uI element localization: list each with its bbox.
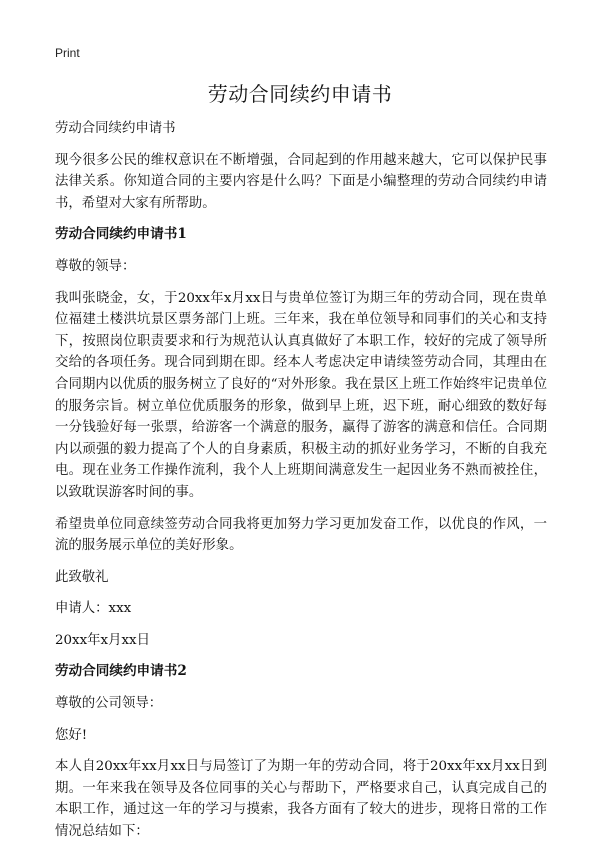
section-1-body-1: 我叫张晓金，女，于20xx年x月xx日与贵单位签订为期三年的劳动合同，现在贵单位福建土楼洪坑景区票务部门上班。三年来，我在单位领导和同事们的关心和支持下，按照岗位职责要求和行为规范认认真真做好了本职工作，较好的完成了领导所交给的各项任务。现合同到期在即。经本人考虑决定申请续签劳动合同，其理由在合同期内以优质的服务树立了良好的“对外形象。我在景区上班工作始终牢记贵单位的服务宗旨。树立单位优质服务的形象，做到早上班，迟下班，耐心细致的数好每一分钱验好每一张票，给游客一个满意的服务，赢得了游客的满意和信任。合同期内以顽强的毅力提高了个人的自身素质，积极主动的抓好业务学习，不断的自我充电。现在业务工作操作流利，我个人上班期间满意发生一起因业务不熟而被拴住，以致耽误游客时间的事。 xyxy=(55,290,547,500)
section-1-applicant: 申请人：xxx xyxy=(55,601,132,617)
section-1-body-2: 希望贵单位同意续签劳动合同我将更加努力学习更加发奋工作，以优良的作风，一流的服务展示单位的美好形象。 xyxy=(55,516,547,554)
intro-heading: 劳动合同续约申请书 xyxy=(55,121,176,136)
section-2-body-1: 本人自20xx年xx月xx日与局签订了为期一年的劳动合同，将于20xx年xx月xx日到期。一年来我在领导及各位同事的关心与帮助下，严格要求自己，认真完成自己的本职工作，通过这一年的学习与摸索，我各方面有了较大的进步，现将日常的工作情况总结如下： xyxy=(55,759,547,840)
intro-paragraph: 现今很多公民的维权意识在不断增强，合同起到的作用越来越大，它可以保护民事法律关系。你知道合同的主要内容是什么吗？下面是小编整理的劳动合同续约申请书，希望对大家有所帮助。 xyxy=(55,152,547,211)
section-2-hello: 您好! xyxy=(55,727,88,743)
section-1-greeting: 尊敬的领导： xyxy=(55,258,136,274)
print-label[interactable]: Print xyxy=(55,46,80,60)
document-body xyxy=(55,118,547,853)
section-2-heading: 劳动合同续约申请书2 xyxy=(55,663,187,680)
section-1-heading: 劳动合同续约申请书1 xyxy=(55,226,187,243)
page-title: 劳动合同续约申请书 xyxy=(207,82,393,106)
section-1-closing: 此致敬礼 xyxy=(55,569,109,585)
section-1-date: 20xx年x月xx日 xyxy=(55,632,150,648)
section-2-greeting: 尊敬的公司领导： xyxy=(55,696,163,712)
